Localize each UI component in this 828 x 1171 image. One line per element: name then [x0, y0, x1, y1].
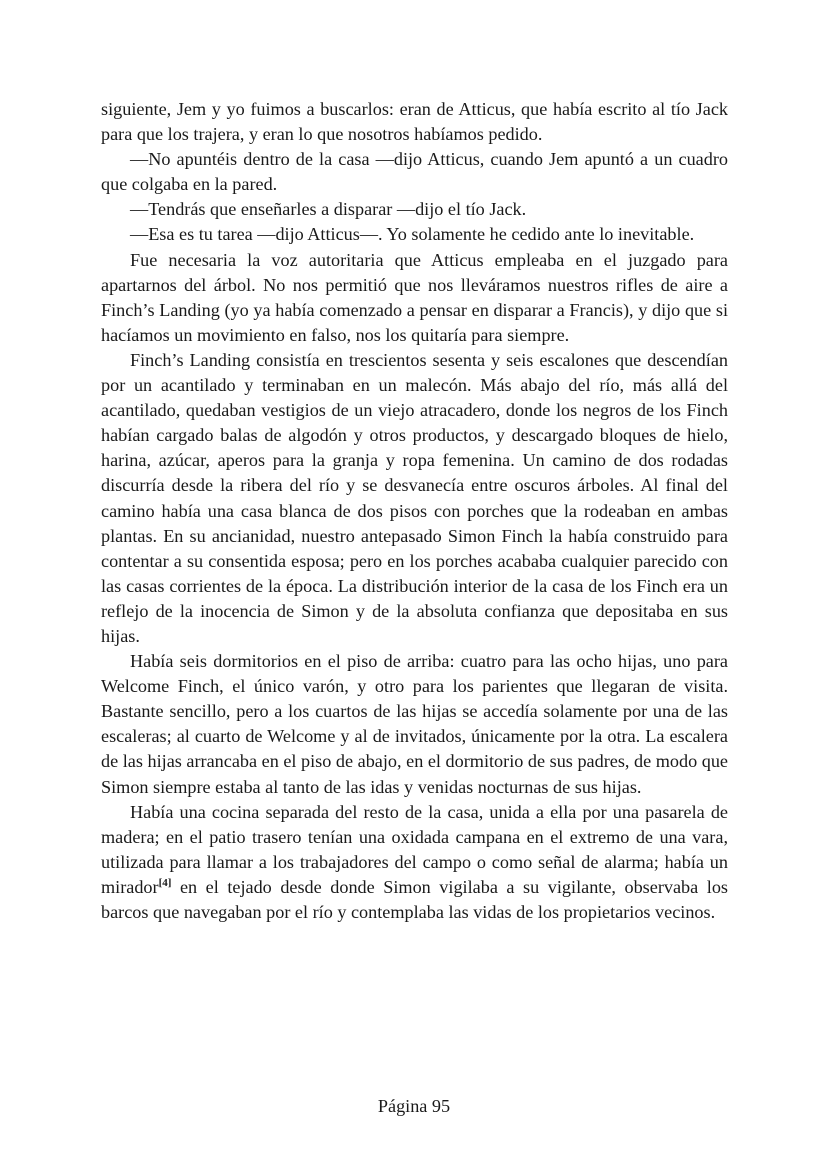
- kitchen-text-before-note: Había una cocina separada del resto de la casa, unida a ella por una pasarela de madera; en el patio trasero tenían una oxidada campana en el extremo de una vara, utilizada para llamar a los trabajadores del campo o como señal de alarma; había un mirador: [101, 801, 728, 897]
- paragraph-dialogue-atticus: —No apuntéis dentro de la casa —dijo Atticus, cuando Jem apuntó a un cuadro que colgaba en la pared.: [101, 149, 728, 195]
- footnote-marker[interactable]: [4]: [158, 876, 172, 889]
- paragraph-tree: Fue necesaria la voz autoritaria que Atticus empleaba en el juzgado para apartarnos del árbol. No nos permitió que nos lleváramos nuestros rifles de aire a Finch’s Landing (yo ya había comenzado a pensar en disparar a Francis), y dijo que si hacíamos un movimiento en falso, nos los quitaría para siempre.: [101, 249, 728, 345]
- paragraph-continuation: siguiente, Jem y yo fuimos a buscarlos: eran de Atticus, que había escrito al tío Jack para que los trajera, y eran lo que nosotros habíamos pedido.: [101, 99, 728, 145]
- page-body: [101, 97, 728, 925]
- paragraph-bedrooms: Había seis dormitorios en el piso de arriba: cuatro para las ocho hijas, uno para Welcome Finch, el único varón, y otro para los parientes que llegaran de visita. Bastante sencillo, pero a los cuartos de las hijas se accedía solamente por una de las escaleras; al cuarto de Welcome y al de invitados, únicamente por la otra. La escalera de las hijas arrancaba en el piso de abajo, en el dormitorio de sus padres, de modo que Simon siempre estaba al tanto de las idas y venidas nocturnas de sus hijas.: [101, 651, 728, 797]
- paragraph-dialogue-atticus-reply: —Esa es tu tarea —dijo Atticus—. Yo solamente he cedido ante lo inevitable.: [130, 224, 695, 245]
- paragraph-dialogue-jack: —Tendrás que enseñarles a disparar —dijo el tío Jack.: [130, 199, 527, 220]
- page-number: Página 95: [377, 1096, 451, 1116]
- paragraph-finchs-landing: Finch’s Landing consistía en trescientos sesenta y seis escalones que descendían por un acantilado y terminaban en un malecón. Más abajo del río, más allá del acantilado, quedaban vestigios de un viejo atracadero, donde los negros de los Finch habían cargado balas de algodón y otros productos, y descargado bloques de hielo, harina, azúcar, aperos para la granja y ropa femenina. Un camino de dos rodadas discurría desde la ribera del río y se desvanecía entre oscuros árboles. Al final del camino había una casa blanca de dos pisos con porches que la rodeaban en ambas plantas. En su ancianidad, nuestro antepasado Simon Finch la había construido para contentar a su consentida esposa; pero en los porches acababa cualquier parecido con las casas corrientes de la época. La distribución interior de la casa de los Finch era un reflejo de la inocencia de Simon y de la absoluta confianza que depositaba en sus hijas.: [101, 349, 728, 646]
- kitchen-text-after-note: en el tejado desde donde Simon vigilaba a su vigilante, observaba los barcos que navegaban por el río y contemplaba las vidas de los propietarios vecinos.: [101, 876, 728, 922]
- paragraph-kitchen: [101, 800, 728, 925]
